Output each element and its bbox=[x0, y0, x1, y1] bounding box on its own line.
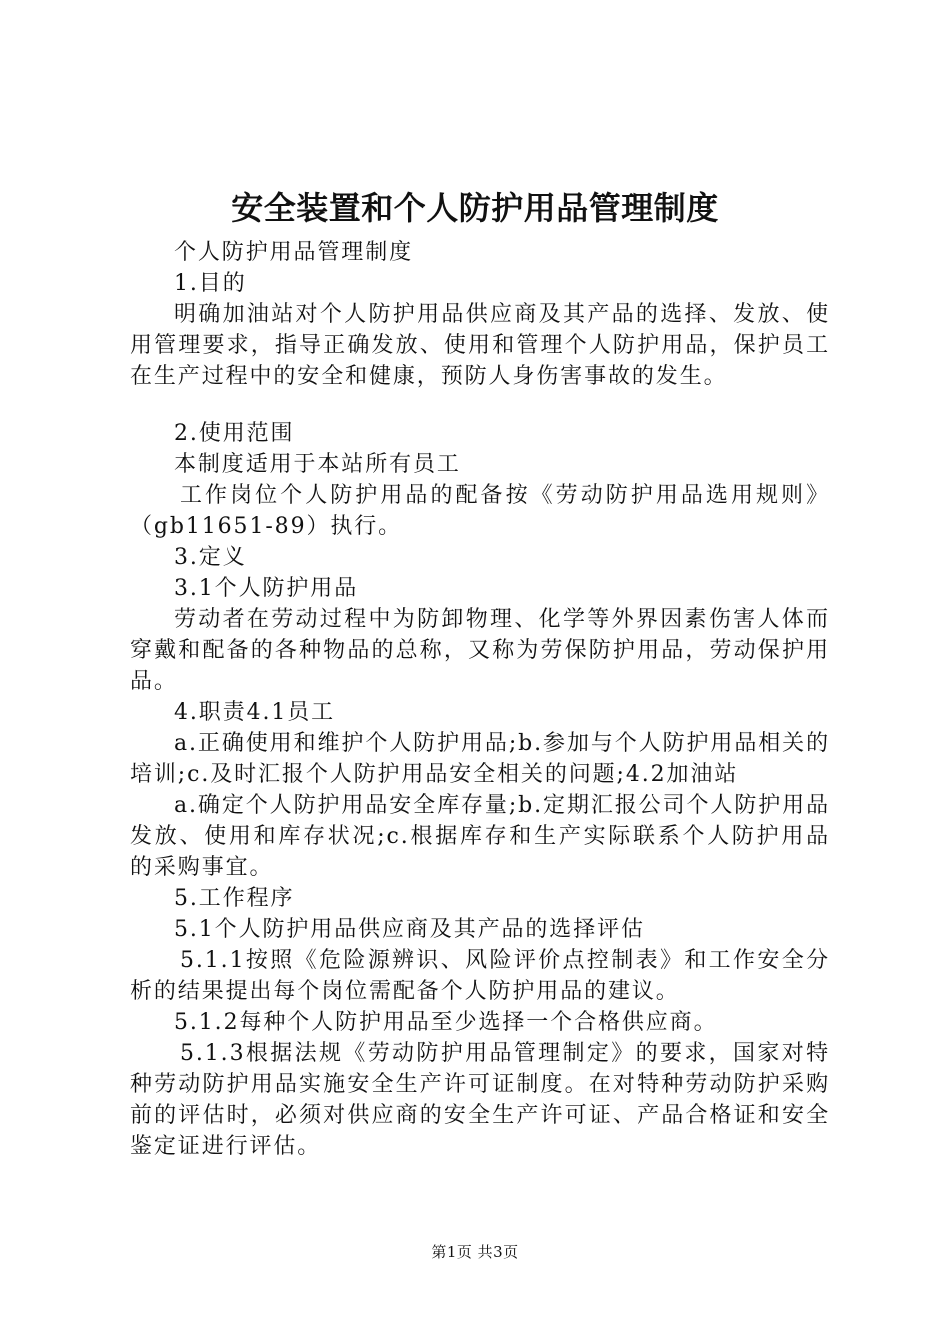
paragraph-heading-scope: 2.使用范围 bbox=[174, 421, 295, 446]
paragraph-scope: 本制度适用于本站所有员工 bbox=[174, 452, 461, 477]
page-footer: 第1页 共3页 bbox=[431, 1243, 519, 1261]
paragraph-heading-supplier: 5.1个人防护用品供应商及其产品的选择评估 bbox=[174, 917, 645, 942]
paragraph-heading-ppe: 3.1个人防护用品 bbox=[174, 576, 359, 601]
paragraph-procedure-511: 5.1.1按照《危险源辨识、风险评价点控制表》和工作安全分析的结果提出每个岗位需配备个人防护用品的建议。 bbox=[130, 948, 830, 1004]
paragraph-employee-duties: a.正确使用和维护个人防护用品;b.参加与个人防护用品相关的培训;c.及时汇报个人防护用品安全相关的问题;4.2加油站 bbox=[130, 731, 830, 787]
paragraph-equipment-rule: 工作岗位个人防护用品的配备按《劳动防护用品选用规则》（gb11651-89）执行。 bbox=[130, 483, 830, 539]
paragraph-purpose: 明确加油站对个人防护用品供应商及其产品的选择、发放、使用管理要求，指导正确发放、使用和管理个人防护用品，保护员工在生产过程中的安全和健康，预防人身伤害事故的发生。 bbox=[130, 302, 830, 389]
paragraph-heading-definition: 3.定义 bbox=[174, 545, 247, 570]
paragraph-subtitle: 个人防护用品管理制度 bbox=[174, 240, 414, 265]
paragraph-station-duties: a.确定个人防护用品安全库存量;b.定期汇报公司个人防护用品发放、使用和库存状况;c.根据库存和生产实际联系个人防护用品的采购事宜。 bbox=[130, 793, 830, 880]
paragraph-procedure-512: 5.1.2每种个人防护用品至少选择一个合格供应商。 bbox=[174, 1010, 718, 1035]
paragraph-heading-purpose: 1.目的 bbox=[174, 271, 247, 296]
paragraph-heading-duties: 4.职责4.1员工 bbox=[174, 700, 336, 725]
paragraph-procedure-513: 5.1.3根据法规《劳动防护用品管理制定》的要求，国家对特种劳动防护用品实施安全生产许可证制度。在对特种劳动防护采购前的评估时，必须对供应商的安全生产许可证、产品合格证和安全鉴定证进行评估。 bbox=[130, 1041, 830, 1159]
document-title: 安全装置和个人防护用品管理制度 bbox=[231, 189, 719, 227]
paragraph-definition: 劳动者在劳动过程中为防卸物理、化学等外界因素伤害人体而穿戴和配备的各种物品的总称，又称为劳保防护用品，劳动保护用品。 bbox=[130, 607, 830, 694]
document-body bbox=[130, 237, 830, 1162]
paragraph-heading-procedure: 5.工作程序 bbox=[174, 886, 295, 911]
